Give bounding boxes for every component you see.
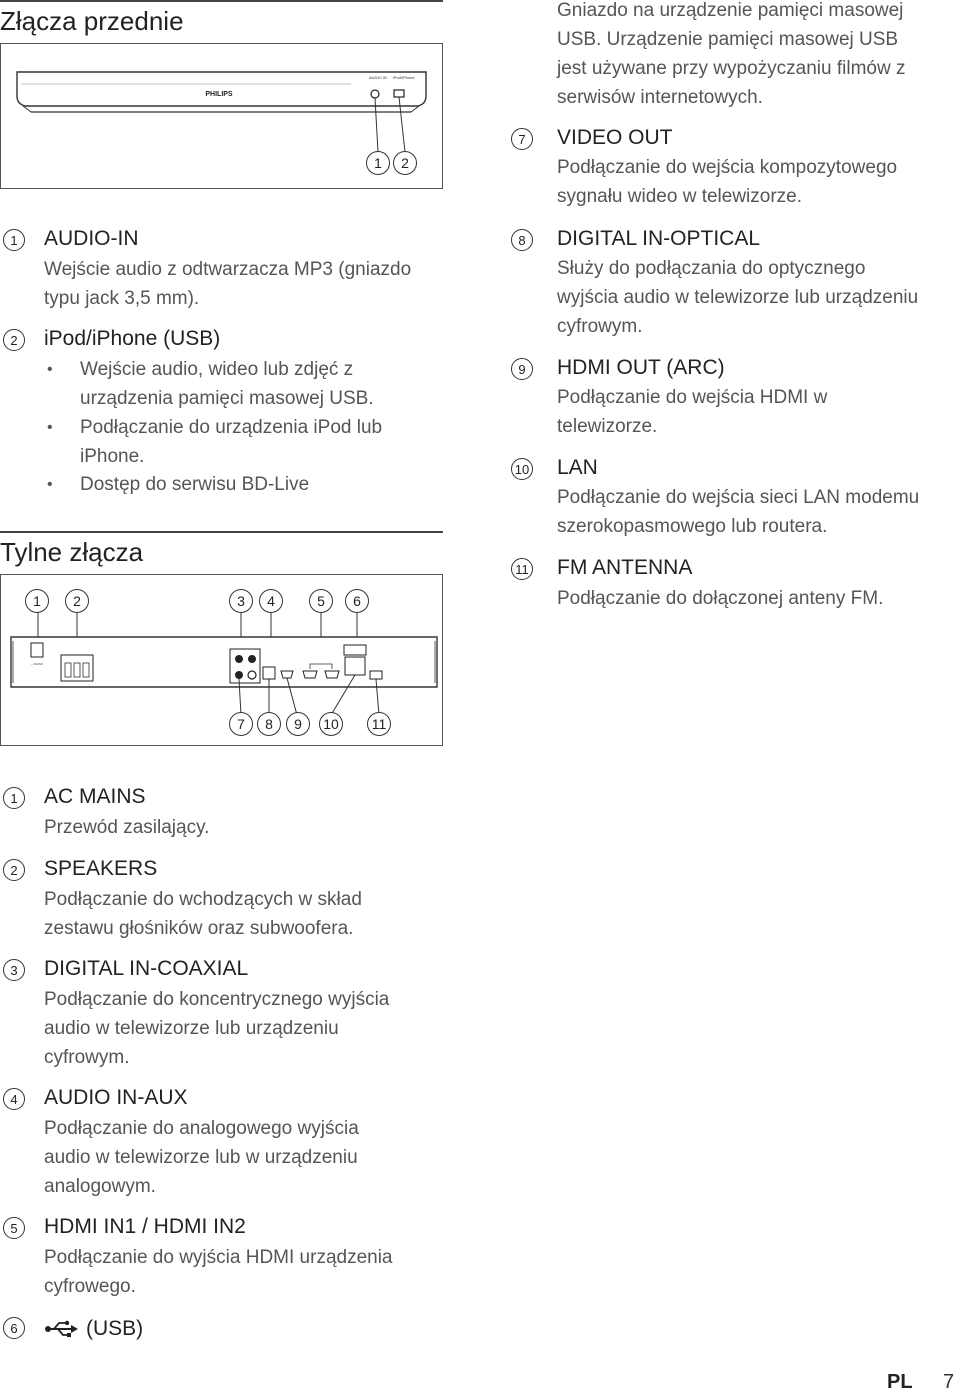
rear-callout-1: 1 (25, 589, 49, 613)
aux-jack-icon (248, 655, 256, 663)
front-callout-1: 1 (366, 151, 390, 175)
bullet-dot: • (47, 361, 53, 378)
rear-rule (0, 531, 443, 533)
rear-item-3-desc: Podłączanie do koncentrycznego wyjścia audio w telewizorze lub urządzeniu cyfrowym. (44, 989, 390, 1068)
usb-continued-desc: Gniazdo na urządzenie pamięci masowej USB. Urządzenie pamięci masowej USB jest używane przy wypożyczaniu filmów z serwisów internetowych. (557, 0, 906, 108)
rear-item-1-desc: Przewód zasilający. (44, 817, 210, 838)
device-label-audio: AUDIO IN (369, 75, 387, 80)
front-item-2-bullet-1: Wejście audio, wideo lub zdjęć z urządzenia pamięci masowej USB. (80, 359, 374, 409)
rear-callout-10: 10 (319, 712, 343, 736)
right-item-7-title: VIDEO OUT (557, 126, 673, 149)
right-item-8-number: 8 (511, 229, 533, 251)
rear-item-5-title: HDMI IN1 / HDMI IN2 (44, 1215, 246, 1238)
right-item-11-number: 11 (511, 558, 533, 580)
usb-rear-port-icon (344, 645, 366, 655)
rear-item-2-number: 2 (3, 859, 25, 881)
rear-item-1-title: AC MAINS (44, 785, 146, 808)
usb-symbol-icon (44, 1320, 78, 1338)
hdmi-out-port-icon (281, 671, 293, 678)
coaxial-jack-icon (235, 655, 243, 663)
right-item-7-number: 7 (511, 128, 533, 150)
front-callout-2: 2 (393, 151, 417, 175)
svg-text:~ MAINS: ~ MAINS (31, 662, 44, 666)
rear-item-4-desc: Podłączanie do analogowego wyjścia audio w telewizorze lub w urządzeniu analogowym. (44, 1118, 359, 1197)
front-item-2-bullet-2: Podłączanie do urządzenia iPod lub iPhone. (80, 417, 383, 467)
front-panel-illustration (0, 43, 443, 189)
rear-item-2-title: SPEAKERS (44, 857, 158, 880)
rear-item-4-title: AUDIO IN-AUX (44, 1086, 188, 1109)
rear-panel-illustration (0, 574, 443, 746)
right-item-10-desc: Podłączanie do wejścia sieci LAN modemu szerokopasmowego lub routera. (557, 487, 920, 537)
right-item-11-title: FM ANTENNA (557, 556, 693, 579)
front-item-1-title: AUDIO-IN (44, 227, 139, 250)
rear-callout-8: 8 (257, 712, 281, 736)
rear-callout-11: 11 (367, 712, 391, 736)
device-brand: PHILIPS (205, 91, 233, 98)
fm-antenna-port-icon (370, 671, 382, 679)
footer-language: PL (887, 1371, 913, 1393)
right-item-9-desc: Podłączanie do wejścia HDMI w telewizorze. (557, 387, 828, 437)
front-item-2-title: iPod/iPhone (USB) (44, 327, 221, 350)
rear-item-3-title: DIGITAL IN-COAXIAL (44, 957, 249, 980)
top-rule (0, 0, 443, 2)
right-item-10-title: LAN (557, 456, 598, 479)
rear-item-1-number: 1 (3, 787, 25, 809)
lan-port-icon (345, 657, 365, 675)
rear-item-4-number: 4 (3, 1088, 25, 1110)
right-item-8-title: DIGITAL IN-OPTICAL (557, 227, 761, 250)
front-item-1-number: 1 (3, 229, 25, 251)
rear-callout-5: 5 (309, 589, 333, 613)
hdmi-in2-port-icon (325, 671, 339, 678)
rear-callout-4: 4 (259, 589, 283, 613)
front-item-2-bullet-3: Dostęp do serwisu BD-Live (80, 474, 310, 495)
rear-item-5-desc: Podłączanie do wyjścia HDMI urządzenia cyfrowego. (44, 1247, 393, 1297)
device-label-usb: iPod/iPhone (393, 75, 415, 80)
bullet-dot: • (47, 476, 53, 493)
rear-callout-2: 2 (65, 589, 89, 613)
rear-callout-6: 6 (345, 589, 369, 613)
right-item-8-desc: Służy do podłączania do optycznego wyjścia audio w telewizorze lub urządzeniu cyfrowym. (557, 258, 919, 337)
rear-item-6-title: (USB) (86, 1317, 144, 1340)
audio-in-jack-icon (371, 90, 379, 98)
rear-section-title: Tylne złącza (0, 537, 144, 567)
front-section-title: Złącza przednie (0, 6, 184, 36)
bullet-dot: • (47, 419, 53, 436)
rear-item-2-desc: Podłączanie do wchodzących w skład zestawu głośników oraz subwoofera. (44, 889, 362, 939)
optical-port-icon (263, 667, 275, 679)
right-item-11-desc: Podłączanie do dołączonej anteny FM. (557, 588, 884, 609)
aux-jack-icon (248, 671, 256, 679)
hdmi-in1-port-icon (303, 671, 317, 678)
right-item-7-desc: Podłączanie do wejścia kompozytowego sygnału wideo w telewizorze. (557, 157, 898, 207)
rear-item-6-number: 6 (3, 1317, 25, 1339)
rear-callout-9: 9 (286, 712, 310, 736)
front-item-1-desc: Wejście audio z odtwarzacza MP3 (gniazdo typu jack 3,5 mm). (44, 259, 412, 309)
rear-callout-7: 7 (229, 712, 253, 736)
usb-port-icon (394, 90, 404, 97)
front-item-2-number: 2 (3, 329, 25, 351)
video-out-jack-icon (235, 671, 243, 679)
ac-mains-socket-icon (31, 643, 43, 657)
right-item-9-title: HDMI OUT (ARC) (557, 356, 725, 379)
footer-page-number: 7 (943, 1371, 955, 1393)
rear-callout-3: 3 (229, 589, 253, 613)
right-item-9-number: 9 (511, 358, 533, 380)
rear-item-5-number: 5 (3, 1217, 25, 1239)
rear-item-3-number: 3 (3, 959, 25, 981)
right-item-10-number: 10 (511, 458, 533, 480)
